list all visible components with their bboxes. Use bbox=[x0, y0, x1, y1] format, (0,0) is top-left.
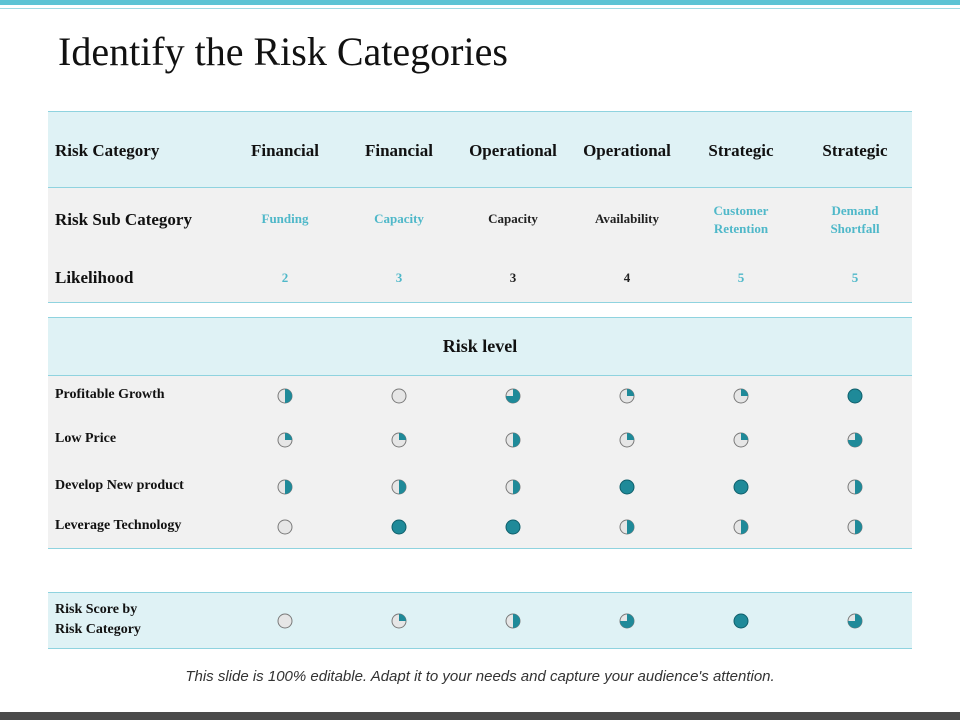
likelihood-value-1: 2 bbox=[281, 270, 289, 285]
category-header-3: Operational bbox=[469, 141, 557, 160]
risk-level-dot-icon bbox=[733, 388, 749, 404]
category-header-4: Operational bbox=[583, 141, 671, 160]
likelihood-value-6: 5 bbox=[851, 270, 859, 285]
sub-category-1: Funding bbox=[261, 211, 309, 226]
sub-category-4: Availability bbox=[594, 211, 660, 226]
table-bottom-border bbox=[48, 302, 912, 303]
top-accent-line bbox=[0, 8, 960, 9]
risk-level-dot-icon bbox=[505, 432, 521, 448]
likelihood-value-2: 3 bbox=[395, 270, 403, 285]
risk-level-dot-icon bbox=[505, 519, 521, 535]
risk-score-dot-icon bbox=[277, 613, 293, 629]
risk-level-dot-icon bbox=[391, 432, 407, 448]
risk-score-dot-icon bbox=[391, 613, 407, 629]
likelihood-value-5: 5 bbox=[737, 270, 745, 285]
risk-level-heading: Risk level bbox=[442, 336, 518, 356]
likelihood-value-4: 4 bbox=[623, 270, 631, 285]
category-header-1: Financial bbox=[250, 141, 319, 160]
sub-category-2: Capacity bbox=[374, 211, 424, 226]
category-header-2: Financial bbox=[364, 141, 433, 160]
category-header-6: Strategic bbox=[822, 141, 888, 160]
risk-level-dot-icon bbox=[733, 519, 749, 535]
risk-level-top-border bbox=[48, 317, 912, 318]
likelihood-value-3: 3 bbox=[509, 270, 517, 285]
risk-score-bottom-border bbox=[48, 648, 912, 649]
risk-level-dot-icon bbox=[847, 519, 863, 535]
risk-level-dot-icon bbox=[391, 479, 407, 495]
risk-level-dot-icon bbox=[619, 479, 635, 495]
risk-level-dot-icon bbox=[733, 432, 749, 448]
risk-level-dot-icon bbox=[847, 388, 863, 404]
risk-level-dot-icon bbox=[505, 388, 521, 404]
risk-level-dot-icon bbox=[619, 519, 635, 535]
risk-score-dot-icon bbox=[733, 613, 749, 629]
footer-note: This slide is 100% editable. Adapt it to your needs and capture your audience's attention. bbox=[185, 668, 775, 685]
risk-row-label: Leverage Technology bbox=[55, 518, 182, 533]
risk-score-label-line2: Risk Category bbox=[55, 622, 141, 637]
risk-row-label: Profitable Growth bbox=[55, 387, 165, 402]
risk-level-dot-icon bbox=[847, 432, 863, 448]
slide-title: Identify the Risk Categories bbox=[58, 29, 508, 74]
risk-level-bottom-border bbox=[48, 548, 912, 549]
risk-level-dot-icon bbox=[847, 479, 863, 495]
risk-level-divider bbox=[48, 375, 912, 376]
risk-level-dot-icon bbox=[391, 388, 407, 404]
risk-row-label: Develop New product bbox=[55, 478, 184, 493]
risk-level-dot-icon bbox=[619, 388, 635, 404]
risk-score-dot-icon bbox=[505, 613, 521, 629]
risk-level-dot-icon bbox=[277, 388, 293, 404]
bottom-bar bbox=[0, 712, 960, 720]
risk-score-top-border bbox=[48, 592, 912, 593]
risk-level-dot-icon bbox=[277, 432, 293, 448]
category-header-5: Strategic bbox=[708, 141, 774, 160]
likelihood-label: Likelihood bbox=[55, 268, 134, 287]
sub-category-3: Capacity bbox=[488, 211, 538, 226]
risk-score-dot-icon bbox=[619, 613, 635, 629]
risk-level-dot-icon bbox=[391, 519, 407, 535]
risk-level-dot-icon bbox=[733, 479, 749, 495]
sub-category-5: Customer Retention bbox=[713, 203, 769, 236]
top-accent-bar bbox=[0, 0, 960, 5]
risk-score-band bbox=[48, 593, 912, 648]
risk-category-label: Risk Category bbox=[55, 141, 160, 160]
risk-sub-category-label: Risk Sub Category bbox=[55, 210, 192, 229]
table-top-border bbox=[48, 111, 912, 112]
risk-level-dot-icon bbox=[619, 432, 635, 448]
risk-level-dot-icon bbox=[277, 519, 293, 535]
risk-score-label-line1: Risk Score by bbox=[55, 602, 138, 617]
risk-level-dot-icon bbox=[277, 479, 293, 495]
risk-row-label: Low Price bbox=[55, 431, 117, 446]
risk-level-dot-icon bbox=[505, 479, 521, 495]
risk-score-dot-icon bbox=[847, 613, 863, 629]
header-divider bbox=[48, 187, 912, 188]
sub-category-6: Demand Shortfall bbox=[830, 203, 880, 236]
